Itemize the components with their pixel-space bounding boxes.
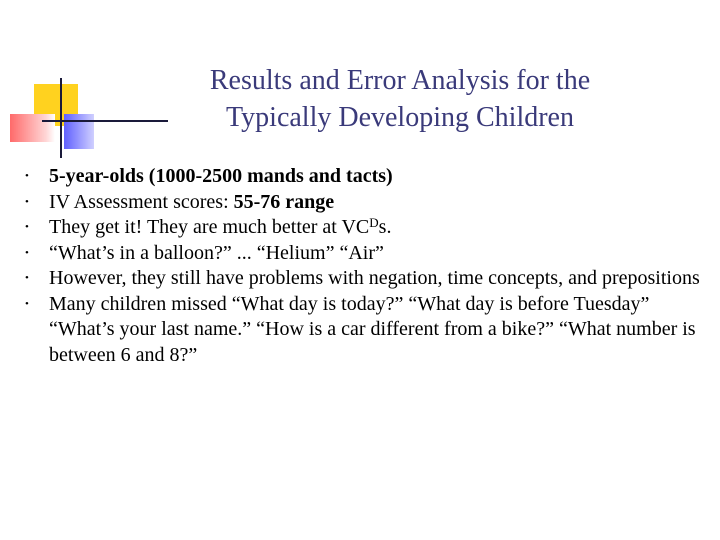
decor-vertical-line bbox=[60, 78, 62, 158]
bullet-text: They get it! They are much better at VC bbox=[49, 216, 370, 238]
list-item bbox=[25, 164, 715, 190]
bullet-text: IV Assessment scores: bbox=[49, 190, 234, 213]
bullet-icon: • bbox=[25, 195, 29, 208]
list-item bbox=[25, 215, 715, 241]
list-item bbox=[25, 292, 715, 369]
bullet-text: “What’s in a balloon?” ... “Helium” “Air” bbox=[49, 241, 384, 264]
bullet-text-suffix: s. bbox=[378, 216, 392, 238]
bullet-list bbox=[25, 164, 715, 368]
bullet-text: However, they still have problems with negation, time concepts, and prepositions bbox=[49, 267, 700, 289]
bullet-text-bold: 55-76 range bbox=[233, 190, 335, 213]
bullet-icon: • bbox=[25, 170, 29, 182]
bullet-superscript: D bbox=[369, 215, 379, 230]
list-item bbox=[25, 241, 715, 267]
bullet-icon: • bbox=[25, 221, 29, 233]
bullet-icon: • bbox=[25, 272, 29, 284]
bullet-text: Many children missed “What day is today?” “What day is before Tuesday” “What’s your last name.” “How is a car different from a bike?” “What number is between 6 and 8?” bbox=[49, 292, 696, 366]
bullet-text: 5-year-olds (1000-2500 mands and tacts) bbox=[49, 165, 393, 187]
decor-red-block bbox=[10, 114, 55, 142]
bullet-icon: • bbox=[25, 297, 29, 310]
bullet-icon: • bbox=[25, 246, 29, 259]
slide-title-line-1: Results and Error Analysis for the bbox=[209, 65, 591, 96]
slide-title-line-2: Typically Developing Children bbox=[226, 102, 574, 133]
list-item bbox=[25, 266, 715, 292]
list-item bbox=[25, 190, 715, 216]
slide-title bbox=[150, 62, 650, 136]
